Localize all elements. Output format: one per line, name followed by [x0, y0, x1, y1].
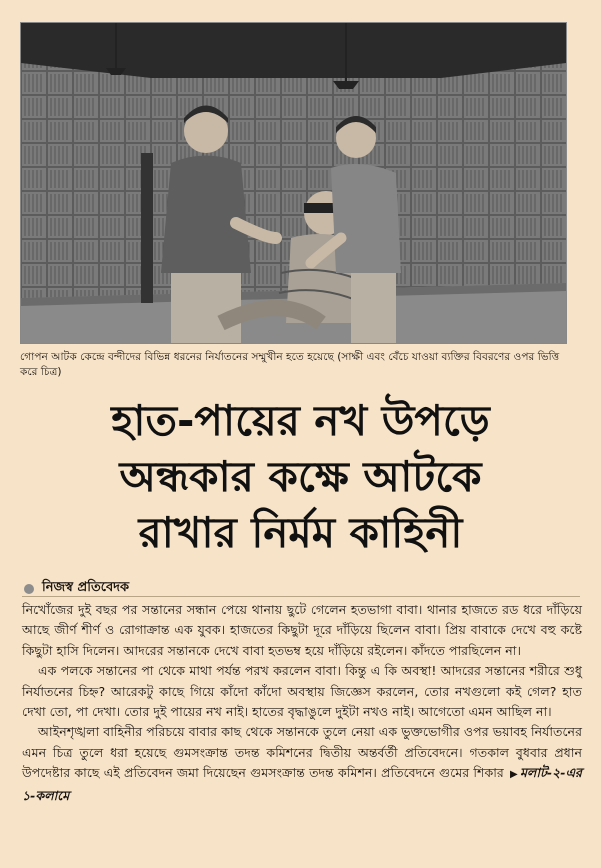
paragraph: এক পলকে সন্তানের পা থেকে মাথা পর্যন্ত পরখ করলেন বাবা। কিন্তু এ কি অবস্থা! আদরের সন্তানের শরীরে শুধু নির্যাতনের চিহ্ন? আরেকটু কাছে গিয়ে কাঁদো কাঁদো অবস্থায় জিজ্ঞেস করলেন, তোর নখগুলো কই গেল? হাত দেখা তো, পা দেখা। তোর দুই পায়ের নখ নাই। হাতের বৃদ্ধাঙুলে দুইটা নখও নাই। আগেতো এমন আছিল না।	[22, 663, 582, 720]
interrogation-room-illustration	[21, 23, 566, 343]
divider	[22, 596, 580, 597]
byline-text: নিজস্ব প্রতিবেদক	[42, 580, 130, 595]
article-body	[22, 600, 582, 806]
photo-caption: গোপন আটক কেন্দ্রে বন্দীদের বিভিন্ন ধরনের নির্যাতনের সম্মুখীন হতে হয়েছে (সাক্ষী এবং বেঁচে যাওয়া ব্যক্তির বিবরণের ওপর ভিত্তি করে চিত্র)	[20, 351, 560, 378]
headline-line-2: অন্ধকার কক্ষে আটকে	[119, 452, 482, 501]
headline	[0, 393, 601, 561]
headline-line-3: রাখার নির্মম কাহিনী	[138, 508, 463, 557]
headline-line-1: হাত-পায়ের নখ উপড়ে	[111, 396, 490, 445]
paragraph-text: আইনশৃঙ্খলা বাহিনীর পরিচয়ে বাবার কাছ থেকে সন্তানকে তুলে নেয়া এক ভুক্তভোগীর ওপর ভয়াবহ নির্যাতনের এমন চিত্র তুলে ধরা হয়েছে গুমসংক্রান্ত তদন্ত কমিশনের দ্বিতীয় অন্তর্বর্তী প্রতিবেদনে। গতকাল বুধবার প্রধান উপদেষ্টার কাছে এই প্রতিবেদন জমা দিয়েছেন গুমসংক্রান্ত তদন্ত কমিশন। প্রতিবেদনে গুমের শিকার	[22, 724, 582, 781]
triangle-icon: ▶	[510, 769, 518, 781]
continued-on[interactable]: মলাট-২-এর ১-কলামে	[22, 765, 582, 803]
paragraph: নিখোঁজের দুই বছর পর সন্তানের সন্ধান পেয়ে থানায় ছুটে গেলেন হতভাগা বাবা। থানার হাজতে রড ধরে দাঁড়িয়ে আছে জীর্ণ শীর্ণ ও রোগাক্রান্ত এক যুবক। হাজতের কিছুটা দূরে দাঁড়িয়ে ছিলেন বাবা। প্রিয় বাবাকে দেখে বহু কষ্টে কিছুটা হাসি দিলেন। আদরের সন্তানকে দেখে বাবা হতভম্ব হয়ে দাঁড়িয়ে রইলেন। কাঁদতে পারছিলেন না।	[22, 602, 582, 658]
illustration	[20, 22, 567, 344]
bullet-icon	[24, 584, 34, 594]
paragraph	[22, 722, 582, 806]
